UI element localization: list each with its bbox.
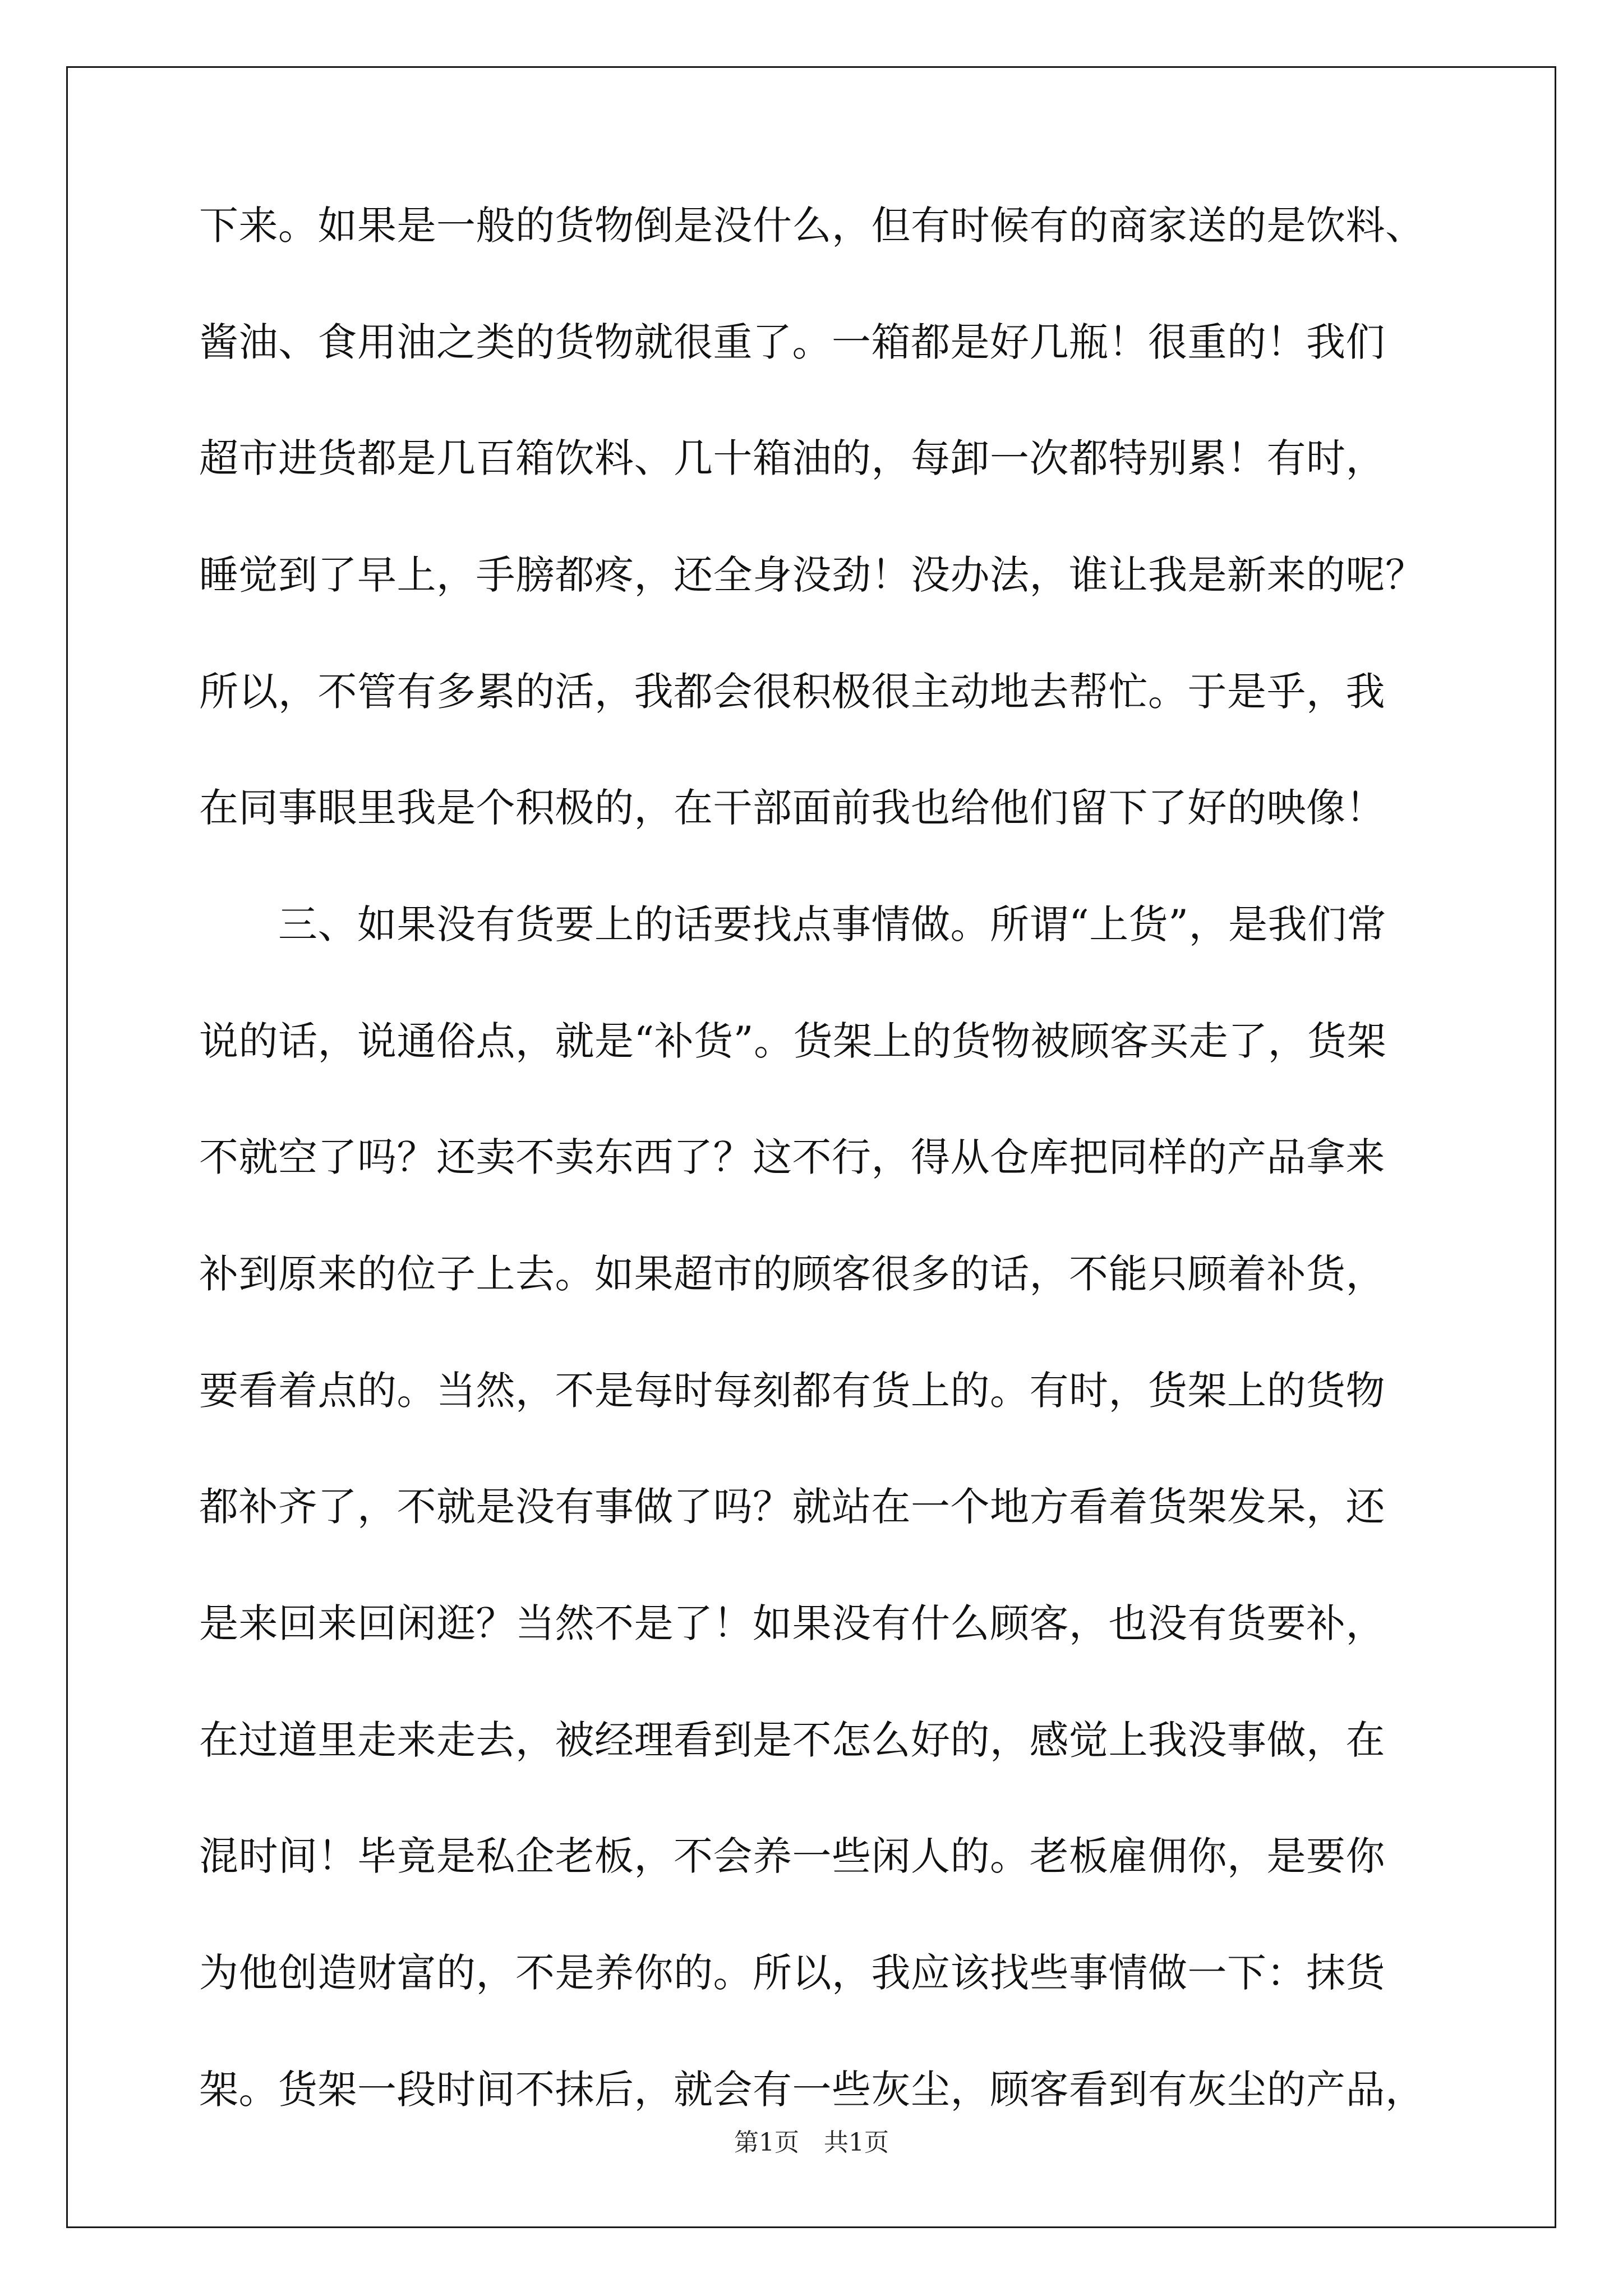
text-line: 在同事眼里我是个积极的，在干部面前我也给他们留下了好的映像！ bbox=[199, 785, 1385, 831]
text-line: 补到原来的位子上去。如果超市的顾客很多的话，不能只顾着补货， bbox=[199, 1251, 1385, 1297]
text-line: 架。货架一段时间不抹后，就会有一些灰尘，顾客看到有灰尘的产品， bbox=[199, 2067, 1425, 2113]
text-line: 不就空了吗？还卖不卖东西了？这不行，得从仓库把同样的产品拿来 bbox=[199, 1134, 1385, 1180]
text-line: 说的话，说通俗点，就是“补货”。货架上的货物被顾客买走了，货架 bbox=[199, 1018, 1387, 1064]
text-line: 下来。如果是一般的货物倒是没什么，但有时候有的商家送的是饮料、 bbox=[199, 203, 1425, 249]
text-line: 在过道里走来走去，被经理看到是不怎么好的，感觉上我没事做，在 bbox=[199, 1717, 1385, 1763]
text-line: 要看着点的。当然，不是每时每刻都有货上的。有时，货架上的货物 bbox=[199, 1368, 1385, 1414]
text-line: 混时间！毕竟是私企老板，不会养一些闲人的。老板雇佣你，是要你 bbox=[199, 1833, 1385, 1879]
text-line: 酱油、食用油之类的货物就很重了。一箱都是好几瓶！很重的！我们 bbox=[199, 319, 1385, 365]
text-line: 都补齐了，不就是没有事做了吗？就站在一个地方看着货架发呆，还 bbox=[199, 1484, 1385, 1530]
text-line: 三、如果没有货要上的话要找点事情做。所谓“上货”，是我们常 bbox=[199, 901, 1387, 947]
page-number-footer: 第1页 共1页 bbox=[734, 2128, 889, 2157]
text-line: 所以，不管有多累的活，我都会很积极很主动地去帮忙。于是乎，我 bbox=[199, 669, 1385, 715]
text-line: 为他创造财富的，不是养你的。所以，我应该找些事情做一下：抹货 bbox=[199, 1950, 1385, 1996]
text-line: 是来回来回闲逛？当然不是了！如果没有什么顾客，也没有货要补， bbox=[199, 1600, 1385, 1646]
text-line: 超市进货都是几百箱饮料、几十箱油的，每卸一次都特别累！有时， bbox=[199, 435, 1385, 481]
text-line: 睡觉到了早上，手膀都疼，还全身没劲！没办法，谁让我是新来的呢？ bbox=[199, 552, 1425, 598]
